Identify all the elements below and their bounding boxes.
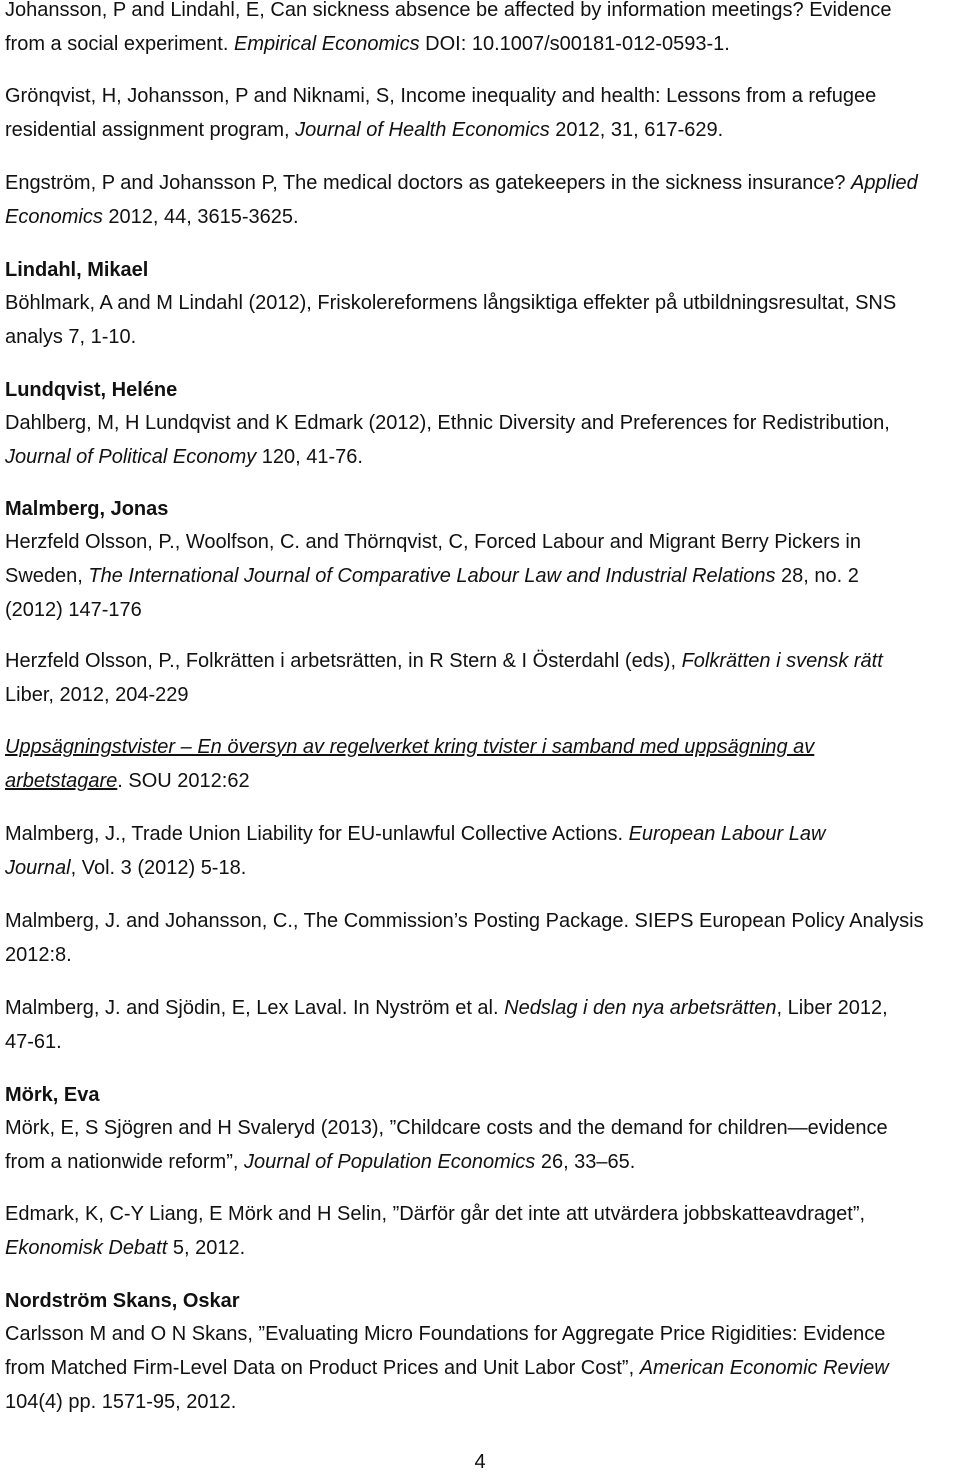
text-run: Lindahl, Mikael: [5, 259, 149, 281]
reference-line: [0, 1385, 236, 1419]
text-run: residential assignment program,: [5, 119, 296, 141]
reference-line: [0, 851, 246, 885]
text-run: , Vol. 3 (2012) 5-18.: [70, 857, 247, 879]
text-run: Malmberg, J. and Sjödin, E, Lex Laval. In Nyström et al.: [5, 997, 505, 1019]
reference-line: [0, 200, 299, 234]
reference-line: [0, 1197, 865, 1231]
italic-underline-run: arbetstagare: [5, 770, 118, 792]
text-run: Carlsson M and O N Skans, ”Evaluating Micro Foundations for Aggregate Price Rigidities: Evidence: [5, 1323, 886, 1345]
italic-underline-run: Uppsägningstvister – En översyn av regelverket kring tvister i samband med uppsägning av: [5, 736, 815, 758]
text-run: DOI: 10.1007/s00181-012-0593-1.: [419, 33, 730, 55]
text-run: Edmark, K, C-Y Liang, E Mörk and H Selin, ”Därför går det inte att utvärdera jobbskatteavdraget”,: [5, 1203, 866, 1225]
italic-run: American Economic Review: [639, 1357, 889, 1379]
text-run: Johansson, P and Lindahl, E, Can sickness absence be affected by information meetings? Evidence: [5, 0, 892, 21]
reference-line: [0, 678, 189, 712]
reference-line: [0, 593, 142, 627]
text-run: 28, no. 2: [775, 565, 859, 587]
reference-line: [0, 1025, 62, 1059]
text-run: Malmberg, J., Trade Union Liability for EU-unlawful Collective Actions.: [5, 823, 629, 845]
text-run: Grönqvist, H, Johansson, P and Niknami, S, Income inequality and health: Lessons from a refugee: [5, 85, 877, 107]
reference-line: [0, 79, 876, 113]
text-run: 26, 33–65.: [535, 1151, 636, 1173]
italic-run: Journal of Population Economics: [243, 1151, 536, 1173]
section-heading: [0, 253, 148, 287]
text-run: Liber, 2012, 204-229: [5, 684, 189, 706]
section-heading: [0, 373, 177, 407]
text-run: Nordström Skans, Oskar: [5, 1290, 240, 1312]
italic-run: Nedslag i den nya arbetsrätten: [504, 997, 777, 1019]
reference-line: [0, 817, 825, 851]
section-heading: [0, 492, 168, 526]
text-run: 2012:8.: [5, 944, 72, 966]
text-run: Malmberg, Jonas: [5, 498, 169, 520]
text-run: Böhlmark, A and M Lindahl (2012), Friskolereformens långsiktiga effekter på utbildningsresultat, SNS: [5, 292, 897, 314]
text-run: 120, 41-76.: [256, 446, 363, 468]
reference-line: [0, 320, 136, 354]
reference-line: [0, 938, 72, 972]
italic-run: Empirical Economics: [233, 33, 420, 55]
text-run: . SOU 2012:62: [117, 770, 250, 792]
reference-line: [0, 166, 918, 200]
reference-line: [0, 991, 888, 1025]
reference-line: [0, 904, 924, 938]
reference-line: [0, 1111, 888, 1145]
italic-run: Journal of Health Economics: [295, 119, 550, 141]
reference-line: [0, 0, 891, 27]
text-run: from Matched Firm-Level Data on Product Prices and Unit Labor Cost”,: [5, 1357, 640, 1379]
text-run: Engström, P and Johansson P, The medical doctors as gatekeepers in the sickness insurance?: [5, 172, 852, 194]
reference-line: [0, 1145, 635, 1179]
section-heading: [0, 1078, 99, 1112]
text-run: 2012, 44, 3615-3625.: [102, 206, 299, 228]
reference-line: [0, 440, 363, 474]
text-run: Sweden,: [5, 565, 89, 587]
reference-line: [0, 1231, 245, 1265]
reference-line: [0, 525, 861, 559]
reference-line: [0, 286, 896, 320]
italic-run: Ekonomisk Debatt: [5, 1237, 168, 1259]
text-run: Herzfeld Olsson, P., Woolfson, C. and Thörnqvist, C, Forced Labour and Migrant Berry Pickers in: [5, 531, 861, 553]
reference-line: [0, 27, 730, 61]
text-run: Mörk, Eva: [5, 1084, 100, 1106]
text-run: 2012, 31, 617-629.: [549, 119, 724, 141]
text-run: Herzfeld Olsson, P., Folkrätten i arbetsrätten, in R Stern & I Österdahl (eds),: [5, 650, 682, 672]
text-run: 47-61.: [5, 1031, 62, 1053]
italic-run: Folkrätten i svensk rätt: [681, 650, 883, 672]
text-run: 5, 2012.: [167, 1237, 246, 1259]
italic-run: European Labour Law: [628, 823, 826, 845]
italic-run: Applied: [851, 172, 918, 194]
italic-run: The International Journal of Comparative Labour Law and Industrial Relations: [88, 565, 776, 587]
reference-line: [0, 559, 859, 593]
text-run: (2012) 147-176: [5, 599, 142, 621]
text-run: , Liber 2012,: [776, 997, 888, 1019]
reference-line: [0, 730, 814, 764]
reference-line: [0, 406, 890, 440]
text-run: from a nationwide reform”,: [5, 1151, 244, 1173]
reference-line: [0, 113, 723, 147]
text-run: Mörk, E, S Sjögren and H Svaleryd (2013), ”Childcare costs and the demand for children—evidence: [5, 1117, 888, 1139]
text-run: Lundqvist, Heléne: [5, 379, 178, 401]
reference-line: [0, 1351, 889, 1385]
italic-run: Journal: [5, 857, 71, 879]
section-heading: [0, 1284, 240, 1318]
page-number: 4: [474, 1451, 486, 1473]
text-run: Malmberg, J. and Johansson, C., The Commission’s Posting Package. SIEPS European Policy Analysis: [5, 910, 924, 932]
italic-run: Economics: [5, 206, 103, 228]
text-run: analys 7, 1-10.: [5, 326, 137, 348]
text-run: 104(4) pp. 1571-95, 2012.: [5, 1391, 237, 1413]
reference-line: [0, 644, 883, 678]
text-run: from a social experiment.: [5, 33, 234, 55]
text-run: Dahlberg, M, H Lundqvist and K Edmark (2012), Ethnic Diversity and Preferences for Redistribution,: [5, 412, 890, 434]
italic-run: Journal of Political Economy: [5, 446, 257, 468]
reference-line: [0, 1317, 885, 1351]
reference-line: [0, 764, 250, 798]
